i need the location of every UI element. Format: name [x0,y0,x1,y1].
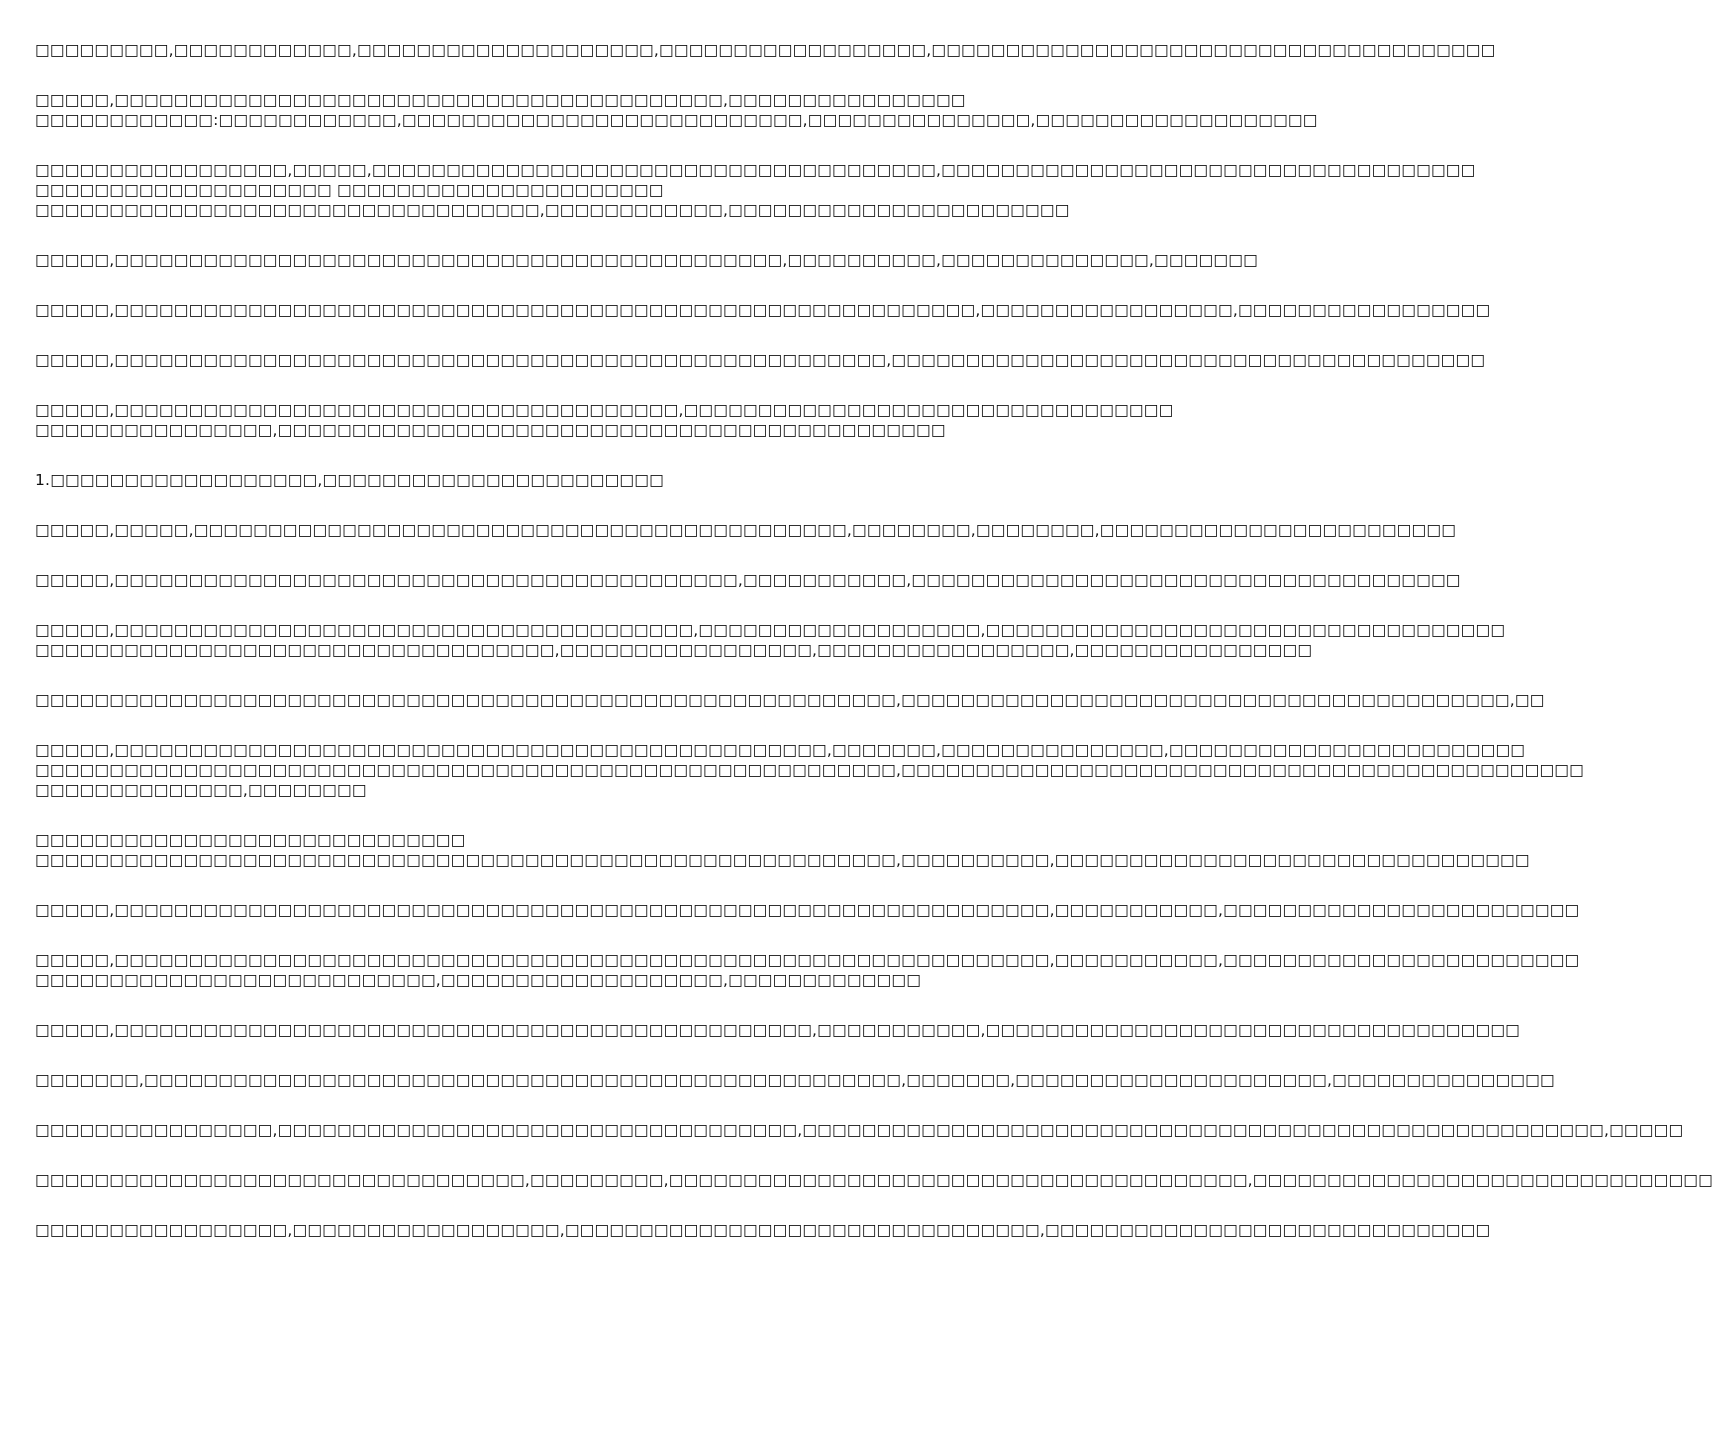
text-line: □□□□□□□□□□□□□□□□□□□□□□□□□□□□□□□□□□□□□□□□□□□□□□□□□□□□□□□□□□,□□□□□□□□□□□□□□□□□□□□□□□□□□□□□□□□□□□□□□□□□□□□□□ [35,761,1584,779]
text-line: □□□□□□□□□□□□□□□□□□□□□□□□□□□□□□□□□,□□□□□□□□□,□□□□□□□□□□□□□□□□□□□□□□□□□□□□□□□□□□□□□□□,□□□□□□□□□□□□□□□□□□□□□□□□□□□□□□□ [35,1171,1713,1189]
text-line: □□□□□□□□□□□□□□□□,□□□□□□□□□□□□□□□□□□□□□□□□□□□□□□□□□□□,□□□□□□□□□□□□□□□□□□□□□□□□□□□□□□□□□□□□□□□□□□□□□□□□□□□□□□,□□□□□ [35,1121,1684,1139]
text-line: □□□□□□□□□□□□□□□□□□□□□□□□□□□□□□□□□□□□□□□□□□□□□□□□□□□□□□□□□□,□□□□□□□□□□□□□□□□□□□□□□□□□□□□□□□□□□□□□□□□□,□□ [35,691,1545,709]
text-line: □□□□□□□□□□□□□□□□□□□□□□□□□□□,□□□□□□□□□□□□□□□□□□□,□□□□□□□□□□□□□ [35,971,922,989]
text-line: □□□□□□□□□□□□□□□□,□□□□□□□□□□□□□□□□□□□□□□□□□□□□□□□□□□□□□□□□□□□□□ [35,421,946,439]
text-line: □□□□□□□□□□□□□□□□□□□□□□□□□□□□□□□□□□,□□□□□□□□□□□□,□□□□□□□□□□□□□□□□□□□□□□□ [35,201,1070,219]
text-line: □□□□□,□□□□□□□□□□□□□□□□□□□□□□□□□□□□□□□□□□□□□□□□□□□□□□□,□□□□□□□□□□□,□□□□□□□□□□□□□□□□□□□□□□□□□□□□□□□□□□□□ [35,1021,1521,1039]
text-line: □□□□□□□,□□□□□□□□□□□□□□□□□□□□□□□□□□□□□□□□□□□□□□□□□□□□□□□□□□□,□□□□□□□,□□□□□□□□□□□□□□□□□□□□□,□□□□□□□□□□□□□□□ [35,1071,1555,1089]
text-line: □□□□□,□□□□□□□□□□□□□□□□□□□□□□□□□□□□□□□□□□□□□□□□□□,□□□□□□□□□□□,□□□□□□□□□□□□□□□□□□□□□□□□□□□□□□□□□□□□□ [35,571,1461,589]
text-line: □□□□□,□□□□□□□□□□□□□□□□□□□□□□□□□□□□□□□□□□□□□□□□□□□□□□□□,□□□□□□□,□□□□□□□□□□□□□□□,□□□□□□□□□□□□□□□□□□□□□□□□ [35,741,1526,759]
document-body [35,40,1713,1240]
text-line: □□□□□□□□□□□□□□□□□,□□□□□,□□□□□□□□□□□□□□□□□□□□□□□□□□□□□□□□□□□□□□,□□□□□□□□□□□□□□□□□□□□□□□□□□□□□□□□□□□□ [35,161,1476,179]
text-line: □□□□□,□□□□□□□□□□□□□□□□□□□□□□□□□□□□□□□□□□□□□□,□□□□□□□□□□□□□□□□□□□□□□□□□□□□□□□□□ [35,401,1174,419]
text-line: □□□□□,□□□□□□□□□□□□□□□□□□□□□□□□□□□□□□□□□□□□□□□□□□□□□□□□□□□□□□□□□□,□□□□□□□□□□□□□□□□□,□□□□□□□□□□□□□□□□□ [35,301,1491,319]
text-line: □□□□□□□□□□□□□□□□□□□□ □□□□□□□□□□□□□□□□□□□□□□ [35,181,664,199]
text-line: □□□□□,□□□□□□□□□□□□□□□□□□□□□□□□□□□□□□□□□□□□□□□□□□□□□□□□□□□□,□□□□□□□□□□□□□□□□□□□□□□□□□□□□□□□□□□□□□□□□ [35,351,1486,369]
text-line: □□□□□□□□□,□□□□□□□□□□□□,□□□□□□□□□□□□□□□□□□□□,□□□□□□□□□□□□□□□□□□,□□□□□□□□□□□□□□□□□□□□□□□□□□□□□□□□□□□□□□ [35,41,1496,59]
text-line: □□□□□□□□□□□□□□□□□□□□□□□□□□□□□□□□□□□□□□□□□□□□□□□□□□□□□□□□□□,□□□□□□□□□□,□□□□□□□□□□□□□□□□□□□□□□□□□□□□□□□□ [35,851,1530,869]
text-line: □□□□□□□□□□□□:□□□□□□□□□□□□,□□□□□□□□□□□□□□□□□□□□□□□□□□□,□□□□□□□□□□□□□□□,□□□□□□□□□□□□□□□□□□□ [35,111,1318,129]
text-line: □□□□□,□□□□□,□□□□□□□□□□□□□□□□□□□□□□□□□□□□□□□□□□□□□□□□□□□□,□□□□□□□□,□□□□□□□□,□□□□□□□□□□□□□□□□□□□□□□□□ [35,521,1457,539]
text-line: □□□□□,□□□□□□□□□□□□□□□□□□□□□□□□□□□□□□□□□□□□□□□□□,□□□□□□□□□□□□□□□□ [35,91,966,109]
section-heading: □□□□□□□□□□□□□□□□□□□□□□□□□□□□□ [35,831,466,849]
text-line: □□□□□□□□□□□□□□□□□,□□□□□□□□□□□□□□□□□□,□□□□□□□□□□□□□□□□□□□□□□□□□□□□□□□□,□□□□□□□□□□□□□□□□□□□□□□□□□□□□□□ [35,1221,1491,1239]
numbered-heading: 1.□□□□□□□□□□□□□□□□□□,□□□□□□□□□□□□□□□□□□□□□□□ [35,471,664,489]
text-line: □□□□□,□□□□□□□□□□□□□□□□□□□□□□□□□□□□□□□□□□□□□□□□□□□□□□□□□□□□□□□□□□□□□□□,□□□□□□□□□□□,□□□□□□□□□□□□□□□□□□□□□□□□ [35,901,1580,919]
text-line: □□□□□,□□□□□□□□□□□□□□□□□□□□□□□□□□□□□□□□□□□□□□□□□□□□□,□□□□□□□□□□,□□□□□□□□□□□□□□,□□□□□□□ [35,251,1258,269]
text-line: □□□□□□□□□□□□□□,□□□□□□□□ [35,781,367,799]
text-line: □□□□□,□□□□□□□□□□□□□□□□□□□□□□□□□□□□□□□□□□□□□□□□□□□□□□□□□□□□□□□□□□□□□□□,□□□□□□□□□□□,□□□□□□□□□□□□□□□□□□□□□□□□ [35,951,1580,969]
text-line: □□□□□□□□□□□□□□□□□□□□□□□□□□□□□□□□□□□,□□□□□□□□□□□□□□□□□,□□□□□□□□□□□□□□□□□,□□□□□□□□□□□□□□□□ [35,641,1313,659]
text-line: □□□□□,□□□□□□□□□□□□□□□□□□□□□□□□□□□□□□□□□□□□□□□,□□□□□□□□□□□□□□□□□□□,□□□□□□□□□□□□□□□□□□□□□□□□□□□□□□□□□□□ [35,621,1506,639]
